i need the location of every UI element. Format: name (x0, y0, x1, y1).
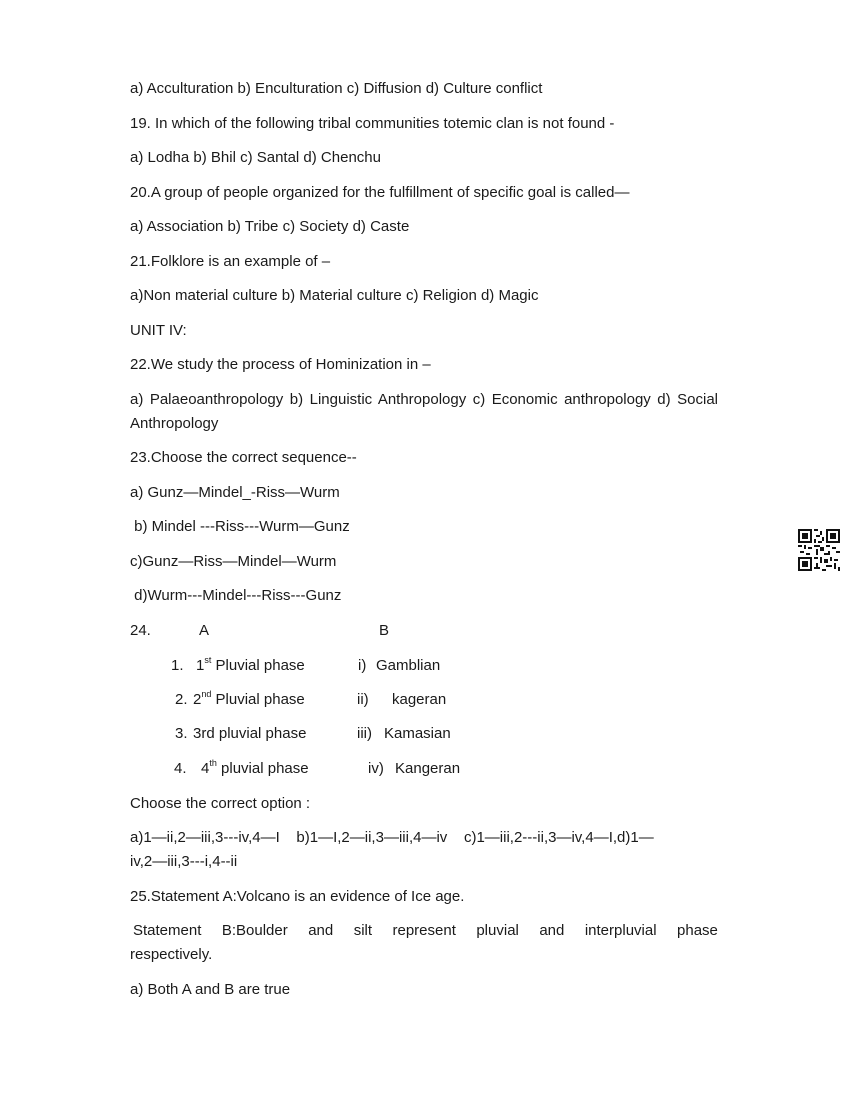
q24-row-roman: i) (358, 657, 367, 674)
q24-row-roman: iv) (368, 760, 384, 777)
q24-row-right: Gamblian (376, 657, 441, 674)
q25-statement-a: 25.Statement A:Volcano is an evidence of Ice age. (130, 888, 465, 905)
q24-row-roman: ii) (357, 691, 369, 708)
q24-choose: Choose the correct option : (130, 795, 311, 812)
q24-col-a-header: A (199, 622, 210, 639)
q25-statement-b: Statement B:Boulder and silt represent pluvial and interpluvial phase (133, 922, 718, 939)
q21-options: a)Non material culture b) Material culture c) Religion d) Magic (130, 287, 539, 304)
q24-row-num: 4. (174, 760, 187, 777)
q20-options: a) Association b) Tribe c) Society d) Caste (130, 218, 410, 235)
q23-option-d: d)Wurm---Mindel---Riss---Gunz (130, 587, 342, 604)
q24-row-left: 4th pluvial phase (201, 758, 309, 777)
q25-statement-b-line2: respectively. (130, 946, 213, 963)
q25-option-a: a) Both A and B are true (130, 981, 291, 998)
q24-options-line1: a)1—ii,2—iii,3---iv,4—I b)1—I,2—ii,3—iii,4—iv c)1—iii,2---ii,3—iv,4—I,d)1— (130, 829, 654, 846)
q24-row-roman: iii) (357, 725, 372, 742)
q24-row-left: 2nd Pluvial phase (193, 689, 305, 708)
q24-col-b-header: B (379, 622, 390, 639)
q23-question: 23.Choose the correct sequence-- (130, 449, 357, 466)
q24-row-right: Kamasian (384, 725, 451, 742)
q24-row-num: 3. (175, 725, 188, 742)
q24-number: 24. (130, 622, 151, 639)
q24-row-right: Kangeran (395, 760, 461, 777)
q24-row-left: 3rd pluvial phase (193, 725, 307, 742)
q23-option-a: a) Gunz—Mindel_-Riss—Wurm (130, 484, 340, 501)
q22-question: 22.We study the process of Hominization in – (130, 356, 431, 373)
q24-options-line2: iv,2—iii,3---i,4--ii (130, 853, 238, 870)
unit-heading: UNIT IV: (130, 322, 187, 339)
q22-options: a) Palaeoanthropology b) Linguistic Anthropology c) Economic anthropology d) Social Anthropology (130, 391, 718, 432)
q19-options: a) Lodha b) Bhil c) Santal d) Chenchu (130, 149, 381, 166)
q24-row-right: kageran (392, 691, 447, 708)
q21-question: 21.Folklore is an example of – (130, 253, 331, 270)
q23-option-b: b) Mindel ---Riss---Wurm—Gunz (130, 518, 350, 535)
q20-question: 20.A group of people organized for the fulfillment of specific goal is called— (130, 184, 630, 201)
q24-row-num: 1. (171, 657, 184, 674)
q18-options: a) Acculturation b) Enculturation c) Diffusion d) Culture conflict (130, 80, 543, 97)
q24-row-num: 2. (175, 691, 188, 708)
q23-option-c: c)Gunz—Riss—Mindel—Wurm (130, 553, 337, 570)
q19-question: 19. In which of the following tribal communities totemic clan is not found - (130, 115, 615, 132)
qr-code-icon (798, 529, 840, 571)
q24-row-left: 1st Pluvial phase (196, 655, 305, 674)
